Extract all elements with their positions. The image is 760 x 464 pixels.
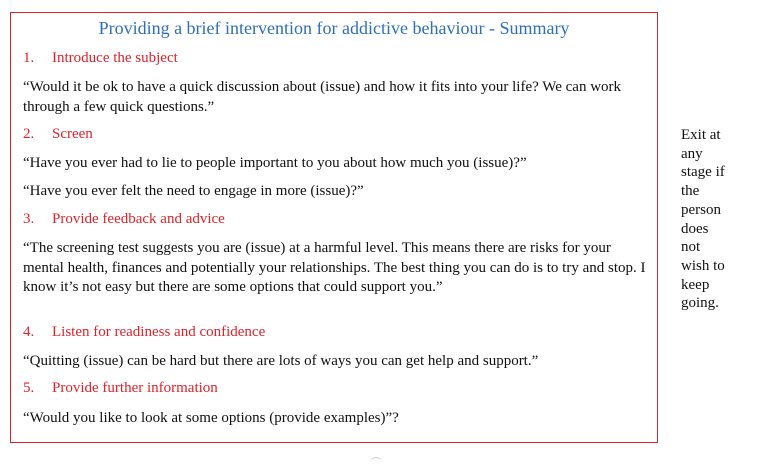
exit-note-line: keep bbox=[681, 276, 710, 293]
section-2-number: 2. bbox=[23, 126, 35, 142]
exit-note-line: Exit at bbox=[681, 127, 721, 143]
section-4-heading bbox=[23, 324, 265, 341]
exit-note-line: any bbox=[681, 145, 703, 162]
section-4-title: Listen for readiness and confidence bbox=[52, 324, 266, 340]
section-5-number: 5. bbox=[23, 380, 35, 396]
exit-note-line: not bbox=[681, 239, 701, 256]
exit-note-line: does bbox=[681, 220, 709, 237]
section-3-number: 3. bbox=[23, 211, 35, 227]
section-1-number: 1. bbox=[23, 50, 35, 66]
summary-box bbox=[10, 12, 658, 443]
section-5-title: Provide further information bbox=[52, 380, 218, 396]
section-5-heading bbox=[23, 380, 218, 397]
section-3-heading bbox=[23, 211, 225, 228]
section-3-title: Provide feedback and advice bbox=[52, 211, 225, 227]
section-2-text-1: “Have you ever had to lie to people important to you about how much you (issue)?” bbox=[23, 155, 527, 171]
exit-note bbox=[681, 126, 751, 313]
section-2-title: Screen bbox=[52, 126, 93, 142]
exit-note-line: going. bbox=[681, 295, 719, 312]
exit-note-line: stage if bbox=[681, 164, 725, 181]
section-2-heading bbox=[23, 126, 93, 143]
exit-note-line: wish to bbox=[681, 257, 725, 274]
exit-note-line: the bbox=[681, 183, 700, 200]
document-title: Providing a brief intervention for addictive behaviour - Summary bbox=[98, 18, 570, 38]
section-1-heading bbox=[23, 50, 178, 67]
section-1-title: Introduce the subject bbox=[52, 50, 178, 66]
section-5-text: “Would you like to look at some options (provide examples)”? bbox=[23, 410, 399, 426]
section-1-text: “Would it be ok to have a quick discussion about (issue) and how it fits into your life? We can work through a few quick questions.” bbox=[23, 79, 622, 115]
section-4-number: 4. bbox=[23, 324, 35, 340]
section-4-text: “Quitting (issue) can be hard but there are lots of ways you can get help and support.” bbox=[23, 353, 539, 369]
section-3-text: “The screening test suggests you are (issue) at a harmful level. This means there are risks for your mental health, finances and potentially your relationships. The best thing you can do is to try and stop. I know it’s not easy but there are some options that could support you.” bbox=[23, 240, 646, 295]
exit-note-line: person bbox=[681, 201, 721, 218]
section-2-text-2: “Have you ever felt the need to engage in more (issue)?” bbox=[23, 183, 364, 199]
